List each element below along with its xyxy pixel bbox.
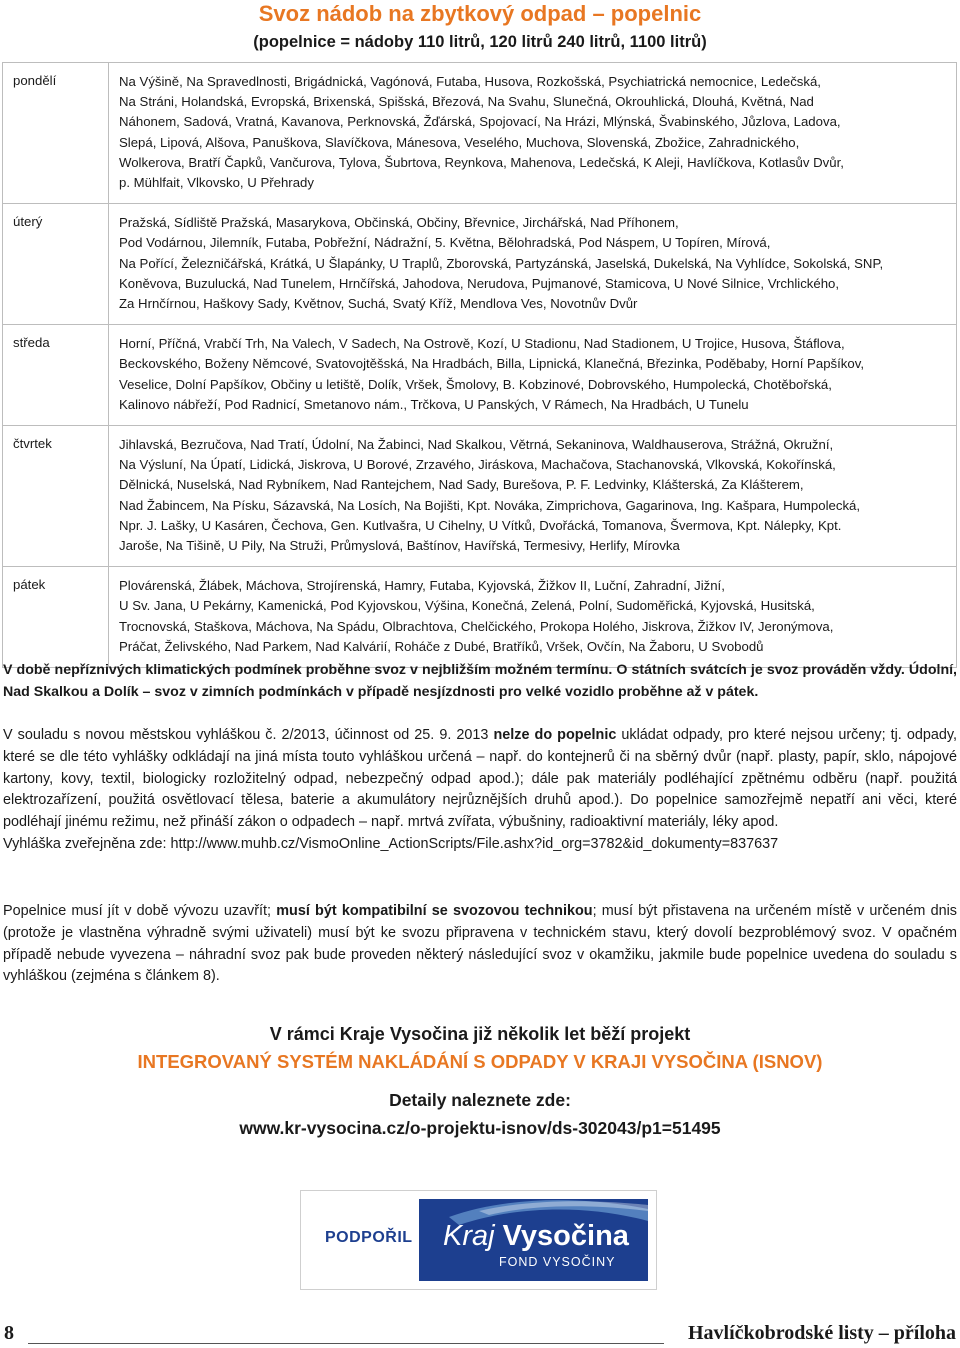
- logo-brand-kraj: Kraj: [443, 1220, 495, 1252]
- page-title: Svoz nádob na zbytkový odpad – popelnic: [258, 1, 702, 26]
- streets-cell: [109, 204, 957, 325]
- streets-cell: [109, 325, 957, 426]
- streets-cell: [109, 567, 957, 668]
- isnov-intro: V rámci Kraje Vysočina již několik let běží projekt: [269, 1024, 691, 1044]
- day-cell: čtvrtek: [3, 426, 109, 567]
- isnov-link[interactable]: www.kr-vysocina.cz/o-projektu-isnov/ds-302043/p1=51495: [239, 1118, 721, 1138]
- fond-vysociny-logo: [300, 1190, 657, 1290]
- page-number: 8: [4, 1322, 14, 1344]
- footer-rule: [28, 1343, 664, 1344]
- streets-cell: [109, 63, 957, 204]
- weather-note: V době nepříznivých klimatických podmínek proběhne svoz v nejbližším možném termínu. O státních svátcích je svoz prováděn vždy. Údolní, Nad Skalkou a Dolík – svoz v zimních podmínkách v případě nesjízdnosti pro velké vozidlo proběhne až v pátek.: [3, 662, 957, 700]
- page-subtitle: (popelnice = nádoby 110 litrů, 120 litrů 240 litrů, 1100 litrů): [253, 33, 707, 51]
- isnov-details-label: Detaily naleznete zde:: [389, 1090, 571, 1110]
- logo-brand-vysocina: Vysočina: [502, 1220, 629, 1252]
- logo-supported-by: [309, 1199, 419, 1281]
- bins-text-2: ; musí být přistavena na určeném místě v určeném dnis (protože je vlastněna výhradně svými uživateli) musí být ke svozu připravena v technickém stavu, který dovolí bezproblémový svoz. V opačném případě nebude vyvezena – náhradní svoz pak bude proveden některý následující svoz v okamžiku, jakmile bude popelnice uvedena do souladu s vyhláškou (zejména s článkem 8).: [3, 903, 957, 985]
- bins-note: [3, 901, 957, 988]
- table-row: [3, 63, 957, 204]
- regulation-text-2: ukládat odpady, pro které nejsou určeny; tj. odpady, které se dle této vyhlášky odkládají na jiná místa touto vyhláškou určená – např. do kontejnerů či na sběrný dvůr (např. plasty, papír, sklo, nápojové kartony, kovy, textil, biologicky rozložitelný odpad, nebezpečný odpad apod.); dále pak materiály podléhající zpětnému odběru (např. použitá elektrozařízení, použitá osvětlovací tělesa, baterie a akumulátory nejrůznějších druhů apod.). Do popelnice samozřejmě nepatří ani věci, které podléhají jinému režimu, než přináší zákon o odpadech – např. mrtvá zvířata, výbušniny, radioaktivní materiály, léky apod.: [3, 727, 958, 831]
- regulation-text-1: V souladu s novou městskou vyhláškou č. 2/2013, účinnost od 25. 9. 2013: [3, 727, 494, 743]
- logo-supported-label: PODPOŘIL: [325, 1229, 413, 1246]
- table-row: [3, 426, 957, 567]
- logo-fund-name: FOND VYSOČINY: [499, 1255, 616, 1269]
- isnov-title: INTEGROVANÝ SYSTÉM NAKLÁDÁNÍ S ODPADY V KRAJI VYSOČINA (ISNOV): [137, 1051, 823, 1072]
- table-row: [3, 204, 957, 325]
- day-cell: pondělí: [3, 63, 109, 204]
- bins-emphasis: musí být kompatibilní se svozovou technikou: [276, 903, 593, 919]
- streets-list: Jihlavská, Bezručova, Nad Tratí, Údolní, Na Žabinci, Nad Skalkou, Větrná, Sekaninova, Waldhauserova, Strážná, Okružní, Na Výsluní, Na Úpatí, Lidická, Jiskrova, U Borové, Zrzavého, Jiráskova, Machačova, Stachanovská, Vlkovská, Kokořínská, Dělnická, Nuselská, Nad Rybníkem, Nad Rantejchem, Nad Sady, Burešova, P. F. Ledvinky, Klášterská, Za Klášterem, Nad Žabincem, Na Písku, Sázavská, Na Losích, Na Bojišti, Kpt. Nováka, Zimprichova, Gagarinova, Ing. Kašpara, Humpolecká, Npr. J. Lašky, U Kasáren, Čechova, Gen. Kutlvašra, U Cihelny, U Vítků, Dvořácká, Tomanova, Švermova, Kpt. Nálepky, Kpt. Jaroše, Na Tišině, U Pily, Na Struži, Průmyslová, Baštínov, Havířská, Termesivy, Herlify, Mírovka: [119, 437, 861, 554]
- day-cell: středa: [3, 325, 109, 426]
- streets-list: Na Výšině, Na Spravedlnosti, Brigádnická, Vagónová, Futaba, Husova, Rozkošská, Psychiatrická nemocnice, Ledečská, Na Stráni, Holandská, Evropská, Brixenská, Spišská, Březová, Na Svahu, Slunečná, Okrouhlická, Dlouhá, Květná, Nad Náhonem, Sadová, Vratná, Kavanova, Perknovská, Žďárská, Spojovací, Na Hrázi, Mlýnská, Švabinského, Jůzlova, Ladova, Slepá, Lipová, Alšova, Panuškova, Slavíčkova, Mánesova, Veselého, Muchova, Slovenská, Zbožice, Zahradnického, Wolkerova, Bratří Čapků, Vančurova, Tylova, Šubrtova, Reynkova, Mahenova, Ledečská, K Aleji, Havlíčkova, Kotlasův Dvůr, p. Mühlfait, Vlkovsko, U Přehrady: [119, 74, 844, 191]
- regulation-link[interactable]: Vyhláška zveřejněna zde: http://www.muhb.cz/VismoOnline_ActionScripts/File.ashx?id_org=3782&id_dokumenty=837637: [3, 835, 779, 852]
- collection-schedule-table: [2, 62, 957, 668]
- bins-text-1: Popelnice musí jít v době vývozu uzavřít;: [3, 903, 277, 919]
- logo-panel: [309, 1199, 648, 1281]
- publication-name: Havlíčkobrodské listy – příloha: [687, 1322, 956, 1344]
- streets-list: Pražská, Sídliště Pražská, Masarykova, Občinská, Občiny, Břevnice, Jirchářská, Nad Příhonem, Pod Vodárnou, Jilemník, Futaba, Pobřežní, Nádražní, 5. Května, Bělohradská, Pod Náspem, U Topíren, Mírová, Na Pořící, Železničářská, Krátká, U Šlapánky, U Traplů, Zborovská, Partyzánská, Jaselská, Dukelská, Na Vyhlídce, Sokolská, SNP, Koněvova, Buzulucká, Nad Tunelem, Hrnčířská, Jahodova, Nerudova, Pujmanové, Stamicova, U Nové Silnice, Vrchlického, Za Hrnčírnou, Haškovy Sady, Květnov, Suchá, Svatý Kříž, Mendlova Ves, Novotnův Dvůr: [119, 215, 884, 312]
- streets-list: Plovárenská, Žlábek, Máchova, Strojírenská, Hamry, Futaba, Kyjovská, Žižkov II, Luční, Zahradní, Jižní, U Sv. Jana, U Pekárny, Kamenická, Pod Kyjovskou, Výšina, Konečná, Zelená, Polní, Sudoměřická, Kyjovská, Husitská, Trocnovská, Staškova, Máchova, Na Spádu, Olbrachtova, Chelčického, Prokopa Holého, Jiskrova, Žižkov IV, Jeronýmova, Práčat, Želivského, Nad Parkem, Nad Kalvárií, Roháče z Dubé, Bratříků, Vršek, Ovčín, Na Žaboru, U Svobodů: [119, 578, 834, 654]
- streets-list: Horní, Příčná, Vrabčí Trh, Na Valech, V Sadech, Na Ostrově, Kozí, U Stadionu, Nad Stadionem, U Trojice, Husova, Štáflova, Beckovského, Boženy Němcové, Svatovojtěšská, Na Hradbách, Billa, Lipnická, Klanečná, Březinka, Poděbaby, Horní Papšíkov, Veselice, Dolní Papšíkov, Občiny u letiště, Dolík, Vršek, Šmolovy, B. Kobzinové, Dobrovského, Humpolecká, Chotěbořská, Kalinovo nábřeží, Pod Radnicí, Smetanovo nám., Trčkova, U Panských, V Rámech, Na Hradbách, U Tunelu: [119, 336, 864, 412]
- day-cell: úterý: [3, 204, 109, 325]
- table-row: [3, 567, 957, 668]
- logo-brand: [443, 1219, 629, 1253]
- table-row: [3, 325, 957, 426]
- regulation-note: [3, 725, 957, 856]
- regulation-emphasis: nelze do popelnic: [493, 727, 617, 743]
- streets-cell: [109, 426, 957, 567]
- day-cell: pátek: [3, 567, 109, 668]
